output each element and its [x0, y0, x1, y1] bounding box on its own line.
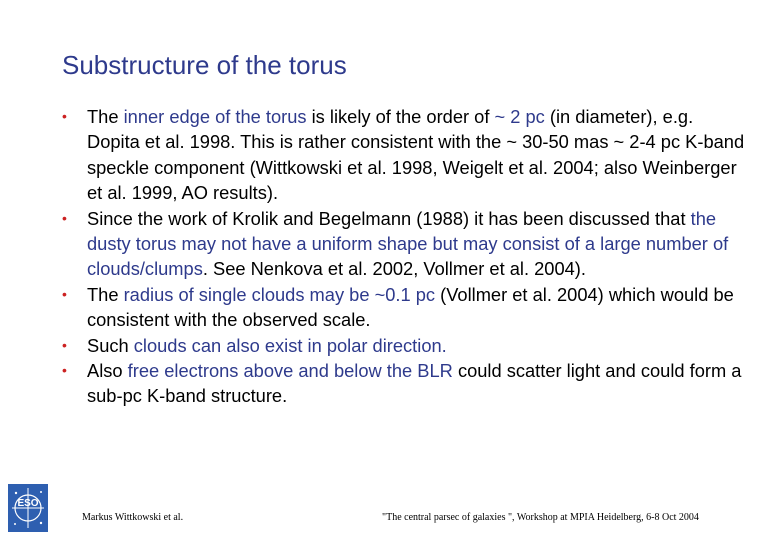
body-text: Also: [87, 360, 128, 382]
eso-logo-icon: [8, 484, 48, 532]
bullet-item: [60, 333, 750, 358]
bullet-item: [60, 104, 750, 206]
body-text: The: [87, 106, 124, 127]
bullet-list: [60, 104, 750, 409]
highlighted-text: the dusty torus may not have a uniform shape but may consist of a large number of clouds/clumps: [87, 207, 729, 280]
bullet-dot-icon: •: [62, 108, 67, 124]
body-text: . See Nenkova et al. 2002, Vollmer et al. 2004).: [202, 258, 586, 280]
highlighted-text: clouds can also exist in polar direction.: [133, 334, 447, 356]
highlighted-text: radius of single clouds may be ~0.1 pc: [123, 283, 436, 305]
slide-title: Substructure of the torus: [62, 50, 347, 80]
bullet-text: [87, 360, 741, 406]
bullet-item: [60, 206, 750, 282]
bullet-text: [87, 335, 447, 356]
eso-logo-text: ESO: [17, 498, 39, 509]
bullet-item: [60, 282, 750, 333]
body-text: The: [87, 283, 124, 305]
body-text: (in diameter), e.g. Dopita et al. 1998. This is rather consistent with the ~ 30-50 mas ~ 2-4 pc K-band speckle component (Wittkowski et al. 1998, Weigelt et al. 2004; also Weinberger et al. 1999, AO results).: [87, 106, 745, 204]
highlighted-text: inner edge of the torus: [123, 106, 307, 127]
body-text: Such: [87, 334, 134, 356]
bullet-dot-icon: •: [62, 362, 67, 379]
bullet-dot-icon: •: [62, 209, 67, 226]
bullet-dot-icon: •: [62, 336, 67, 353]
highlighted-text: ~ 2 pc: [494, 106, 545, 127]
body-text: could scatter light and could form a sub-pc K-band structure.: [87, 360, 742, 407]
highlighted-text: free electrons above and below the BLR: [127, 360, 453, 382]
footer-author: Markus Wittkowski et al.: [82, 512, 184, 523]
body-text: Since the work of Krolik and Begelmann (1988) it has been discussed that: [87, 207, 691, 229]
bullet-item: [60, 358, 750, 409]
footer-event: "The central parsec of galaxies ", Workshop at MPIA Heidelberg, 6-8 Oct 2004: [382, 512, 699, 523]
body-text: is likely of the order of: [306, 106, 495, 127]
bullet-text: [87, 208, 728, 280]
bullet-text: [87, 106, 744, 203]
bullet-dot-icon: •: [62, 285, 67, 302]
body-text: (Vollmer et al. 2004) which would be consistent with the observed scale.: [87, 283, 734, 331]
bullet-text: [87, 284, 734, 330]
